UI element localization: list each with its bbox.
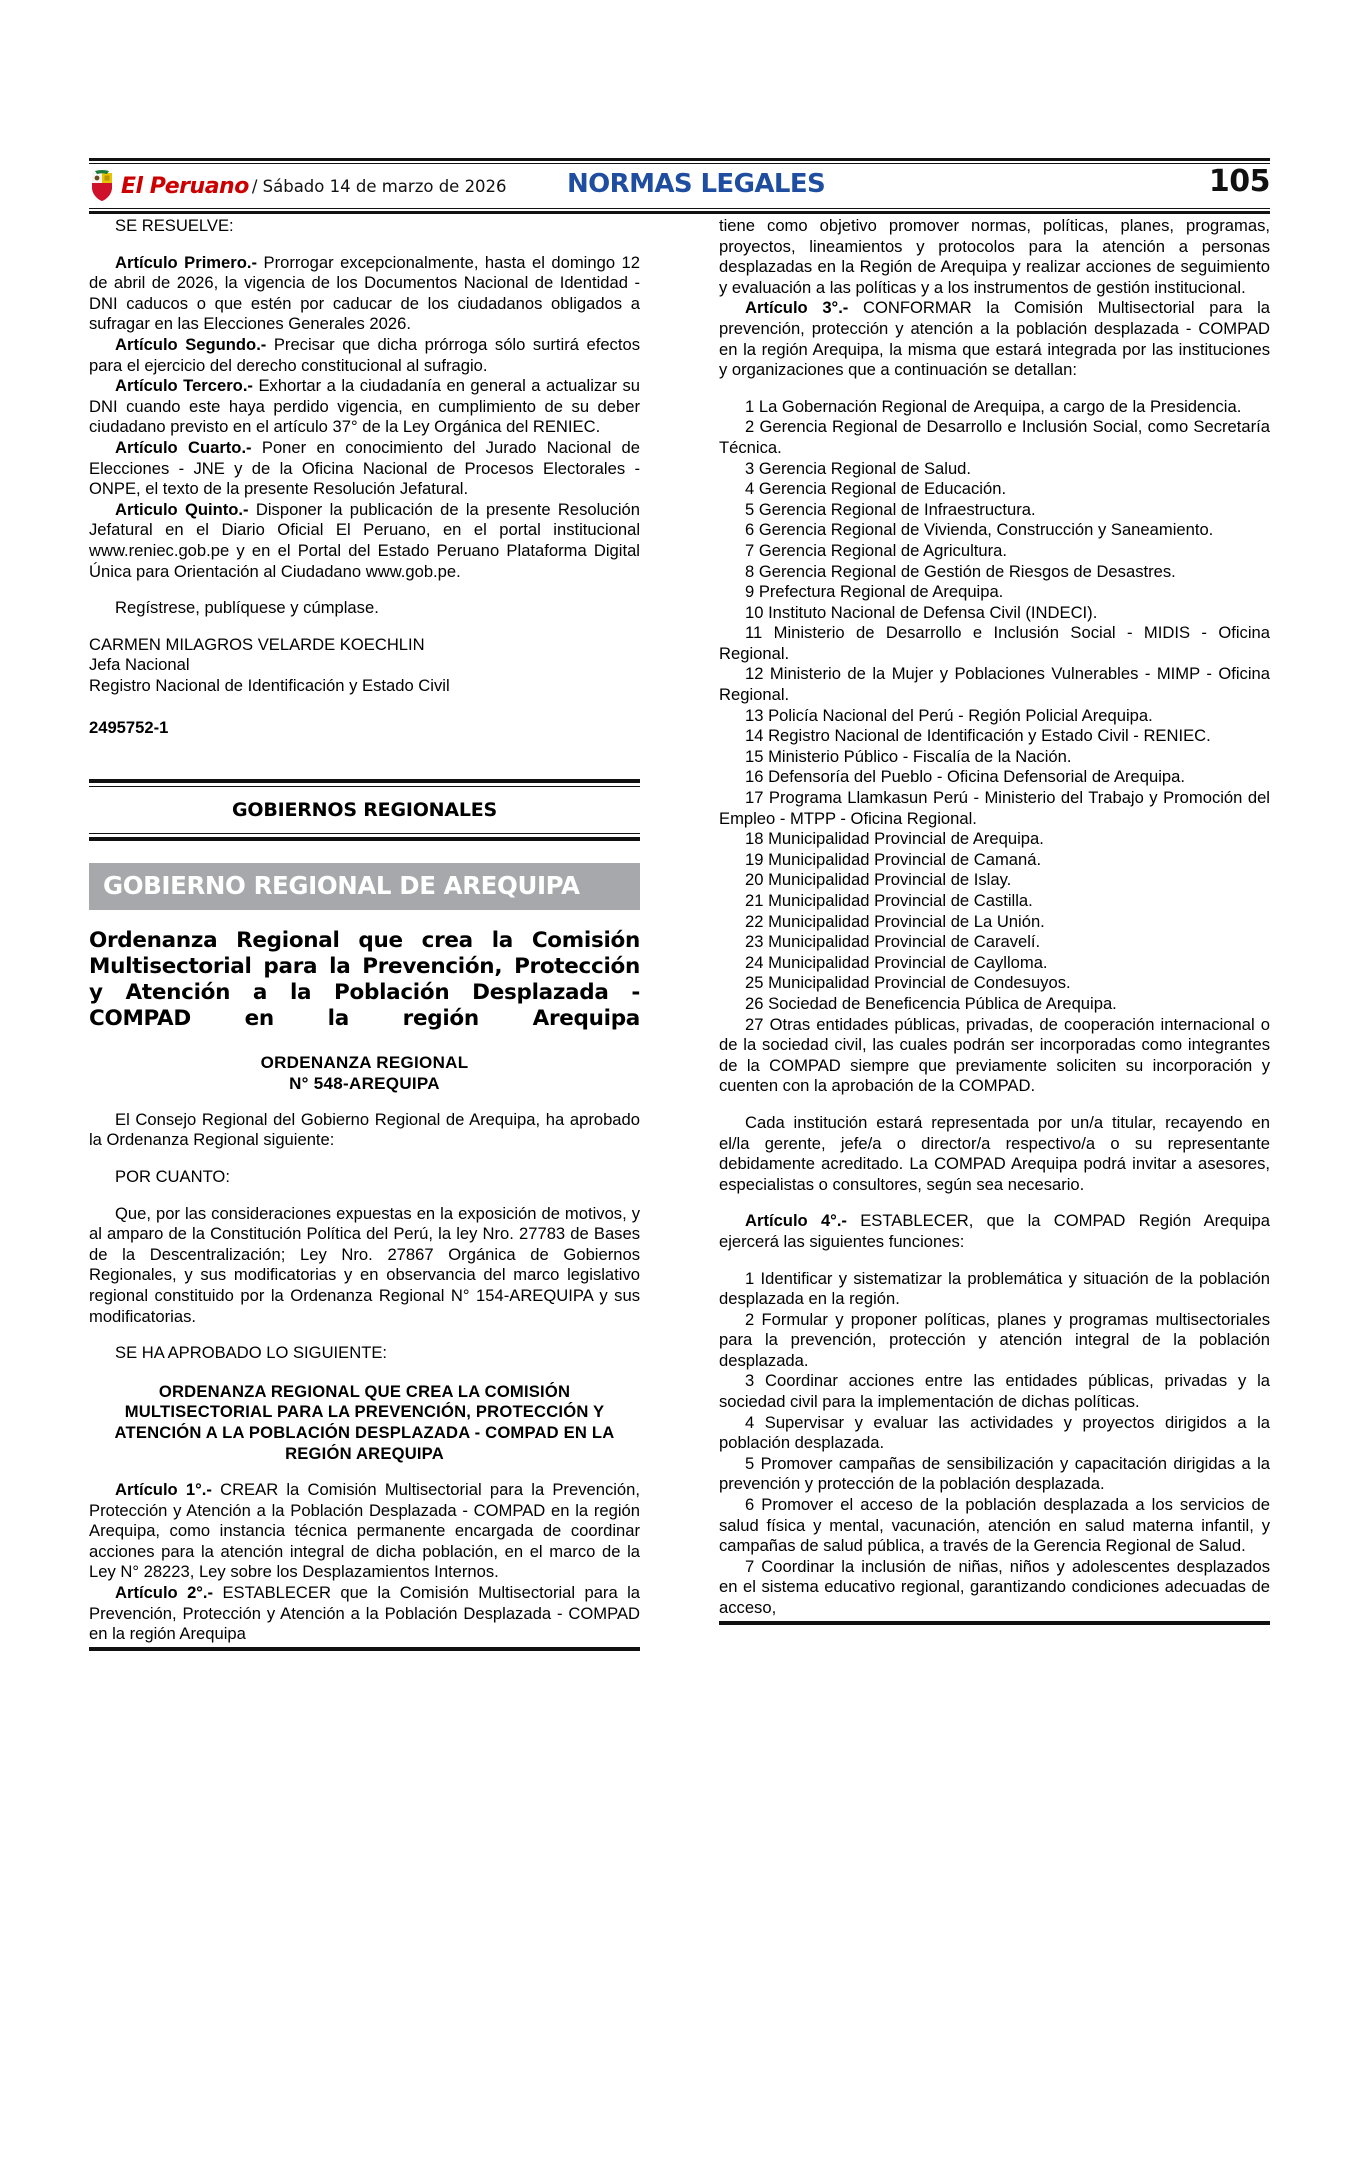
list-item: 1 La Gobernación Regional de Arequipa, a cargo de la Presidencia. (745, 396, 1242, 416)
articulo-2-continuation: tiene como objetivo promover normas, políticas, planes, programas, proyectos, lineamientos y protocolos para la atención a personas desplazadas en la Región de Arequipa y realizar acciones de seguimiento y evaluación a las políticas y a los instrumentos de gestión institucional. (719, 216, 1270, 297)
articulo-3-text: CONFORMAR la Comisión Multisectorial para la prevención, protección y atención a la población desplazada - COMPAD en la región Arequipa, la misma que estará integrada por las instituciones y organizaciones que a continuación se detallan: (719, 298, 1270, 380)
articulo-primero-label: Artículo Primero.- (115, 252, 258, 272)
list-item: 7 Coordinar la inclusión de niñas, niños y adolescentes desplazados en el sistema educativo regional, garantizando condiciones adecuadas de acceso, (719, 1556, 1270, 1617)
articulo-tercero-text: Exhortar a la ciudadanía en general a actualizar su DNI cuando este haya perdido vigencia, en cumplimiento de su deber ciudadano previsto en el artículo 37° de la Ley Orgánica del RENIEC. (89, 376, 641, 437)
list-item: 13 Policía Nacional del Perú - Región Policial Arequipa. (745, 705, 1153, 725)
list-item: 7 Gerencia Regional de Agricultura. (745, 540, 1007, 560)
member-institutions-list (719, 397, 1270, 1097)
list-item: 23 Municipalidad Provincial de Caravelí. (745, 932, 1041, 952)
gobiernos-regionales-section (89, 779, 640, 841)
signer-name: CARMEN MILAGROS VELARDE KOECHLIN (89, 634, 425, 654)
list-item: 5 Gerencia Regional de Infraestructura. (745, 499, 1036, 519)
list-item: 10 Instituto Nacional de Defensa Civil (INDECI). (745, 602, 1098, 622)
articulo-4-paragraph (719, 1211, 1270, 1252)
list-item: 19 Municipalidad Provincial de Camaná. (745, 849, 1042, 869)
articulo-quinto-label: Articulo Quinto.- (115, 499, 249, 519)
list-item: 21 Municipalidad Provincial de Castilla. (745, 891, 1033, 910)
list-item: 24 Municipalidad Provincial de Caylloma. (745, 952, 1048, 972)
list-item: 3 Gerencia Regional de Salud. (745, 458, 972, 478)
ordinance-number: N° 548-AREQUIPA (289, 1073, 440, 1093)
ordinance-body-heading: ORDENANZA REGIONAL QUE CREA LA COMISIÓN MULTISECTORIAL PARA LA PREVENCIÓN, PROTECCIÓN Y ATENCIÓN A LA POBLACIÓN DESPLAZADA - COMPAD EN LA REGIÓN AREQUIPA (114, 1381, 615, 1463)
list-item: 4 Gerencia Regional de Educación. (745, 479, 1007, 499)
masthead (89, 158, 1270, 214)
list-item: 3 Coordinar acciones entre las entidades públicas, privadas y la sociedad civil para la implementación de dichas políticas. (719, 1371, 1270, 1412)
section-rule-bottom (89, 833, 640, 841)
list-item: 16 Defensoría del Pueblo - Oficina Defensorial de Arequipa. (745, 767, 1186, 787)
articulo-2-paragraph (89, 1583, 640, 1645)
list-item: 5 Promover campañas de sensibilización y capacitación dirigidas a la prevención y protección de la población desplazada. (719, 1453, 1270, 1494)
section-heading: GOBIERNOS REGIONALES (231, 799, 498, 822)
signer-title: Jefa Nacional (89, 655, 190, 675)
articulo-1-paragraph (89, 1480, 640, 1583)
articulo-4-text: ESTABLECER, que la COMPAD Región Arequipa ejercerá las siguientes funciones: (719, 1211, 1270, 1251)
ordinance-kind (89, 1052, 640, 1094)
masthead-row (89, 164, 1270, 208)
articulo-2-label: Artículo 2°.- (115, 1583, 214, 1603)
issue-date: / Sábado 14 de marzo de 2026 (251, 176, 507, 196)
list-item: 18 Municipalidad Provincial de Arequipa. (745, 829, 1044, 849)
brand-name: El Peruano (121, 173, 249, 199)
list-item: 4 Supervisar y evaluar las actividades y proyectos dirigidos a la población desplazada. (719, 1412, 1270, 1453)
list-item: 6 Promover el acceso de la población desplazada a los servicios de salud física y mental, vacunación, atención en salud materna infantil, y campañas de salud pública, a través de la Gerencia Regional de Salud. (719, 1495, 1270, 1556)
list-item: 27 Otras entidades públicas, privadas, de cooperación internacional o de la sociedad civil, las cuales podrán ser incorporadas como integrantes de la COMPAD siempre que previamente soliciten su incorporación y cuenten con la aprobación de la COMPAD. (719, 1014, 1270, 1096)
list-item: 17 Programa Llamkasun Perú - Ministerio del Trabajo y Promoción del Empleo - MTPP - Oficina Regional. (719, 788, 1270, 828)
se-resuelve-heading: SE RESUELVE: (115, 216, 234, 235)
articulo-tercero-label: Artículo Tercero.- (115, 376, 253, 396)
se-ha-aprobado-heading: SE HA APROBADO LO SIGUIENTE: (115, 1343, 388, 1363)
articulo-cuarto-paragraph (89, 438, 640, 500)
list-item: 22 Municipalidad Provincial de La Unión. (745, 911, 1045, 931)
masthead-rule-bottom (89, 208, 1270, 214)
articulo-primero-text: Prorrogar excepcionalmente, hasta el domingo 12 de abril de 2026, la vigencia de los Documentos Nacional de Identidad - DNI caducos o que estén por caducar de los ciudadanos obligados a sufragar en las Elecciones Generales 2026. (89, 252, 640, 334)
list-item: 26 Sociedad de Beneficencia Pública de Arequipa. (745, 993, 1117, 1013)
left-column (89, 216, 640, 1645)
articulo-1-text: CREAR la Comisión Multisectorial para la Prevención, Protección y Atención a la Población Desplazada - COMPAD en la región Arequipa, como instancia técnica permanente encargada de coordinar acciones para la atención integral de dicha población, en el marco de la Ley N° 28223, Ley sobre los Desplazamientos Internos. (89, 1480, 640, 1582)
ordinance-title: Ordenanza Regional que crea la Comisión Multisectorial para la Prevención, Protección y Atención a la Población Desplazada - COMPAD en la región Arequipa (89, 927, 640, 1031)
signer-organization: Registro Nacional de Identificación y Estado Civil (89, 675, 450, 695)
ordinance-kind-line1: ORDENANZA REGIONAL (260, 1052, 469, 1072)
articulo-quinto-paragraph (89, 500, 640, 582)
list-item: 1 Identificar y sistematizar la problemática y situación de la población desplazada en la región. (719, 1268, 1270, 1309)
list-item: 15 Ministerio Público - Fiscalía de la Nación. (745, 746, 1072, 766)
por-cuanto-heading: POR CUANTO: (115, 1166, 230, 1186)
considerando-paragraph: Que, por las consideraciones expuestas en la exposición de motivos, y al amparo de la Constitución Política del Perú, la ley Nro. 27783 de Bases de la Descentralización; Ley Nro. 27867 Orgánica de Gobiernos Regionales, y sus modificatorias y en observancia del marco legislativo regional constituido por la Ordenanza Regional N° 154-AREQUIPA y sus modificatorias. (89, 1203, 640, 1326)
articulo-segundo-label: Artículo Segundo.- (115, 334, 267, 354)
articulo-1-label: Artículo 1°.- (115, 1480, 212, 1500)
section-rule-top (89, 779, 640, 787)
list-item: 2 Formular y proponer políticas, planes y programas multisectoriales para la prevención, protección y atención integral de la población desplazada. (719, 1309, 1270, 1370)
list-item: 6 Gerencia Regional de Vivienda, Construcción y Saneamiento. (745, 520, 1214, 540)
articulo-segundo-paragraph (89, 335, 640, 376)
registrese-line: Regístrese, publíquese y cúmplase. (115, 598, 379, 618)
representation-paragraph: Cada institución estará representada por un/a titular, recayendo en el/la gerente, jefe/a o director/a respectivo/a o su representante debidamente acreditado. La COMPAD Arequipa podrá invitar a asesores, especialistas o consultores, según sea necesario. (719, 1112, 1270, 1194)
articulo-3-paragraph (719, 298, 1270, 380)
articulo-2-text: ESTABLECER que la Comisión Multisectorial para la Prevención, Protección y Atención a la Población Desplazada - COMPAD en la región Arequipa (89, 1583, 640, 1644)
articulo-quinto-text: Disponer la publicación de la presente Resolución Jefatural en el Diario Oficial El Peruano, en el portal institucional www.reniec.gob.pe y en el Portal del Estado Peruano Plataforma Digital Única para Orientación al Ciudadano www.gob.pe. (89, 499, 640, 581)
articulo-cuarto-label: Artículo Cuarto.- (115, 437, 252, 457)
list-item: 14 Registro Nacional de Identificación y Estado Civil - RENIEC. (745, 726, 1211, 746)
articulo-tercero-paragraph (89, 376, 640, 438)
articulo-3-label: Artículo 3°.- (745, 298, 849, 318)
list-item: 11 Ministerio de Desarrollo e Inclusión Social - MIDIS - Oficina Regional. (719, 623, 1270, 663)
list-item: 2 Gerencia Regional de Desarrollo e Inclusión Social, como Secretaría Técnica. (719, 417, 1270, 457)
list-item: 20 Municipalidad Provincial de Islay. (745, 870, 1012, 890)
functions-list (719, 1269, 1270, 1619)
section-title: NORMAS LEGALES (567, 169, 826, 199)
articulo-4-label: Artículo 4°.- (745, 1211, 847, 1231)
articulo-segundo-text: Precisar que dicha prórroga sólo surtirá efectos para el ejercicio del derecho constitucional al sufragio. (89, 334, 640, 375)
right-column (719, 216, 1270, 1619)
list-item: 8 Gerencia Regional de Gestión de Riesgos de Desastres. (745, 561, 1176, 581)
articulo-primero-paragraph (89, 253, 640, 335)
list-item: 25 Municipalidad Provincial de Condesuyos. (745, 973, 1071, 993)
list-item: 9 Prefectura Regional de Arequipa. (745, 582, 1004, 602)
government-banner: GOBIERNO REGIONAL DE AREQUIPA (89, 863, 640, 910)
two-column-body (89, 216, 1270, 2146)
page-number: 105 (1208, 164, 1270, 199)
consejo-regional-paragraph: El Consejo Regional del Gobierno Regional de Arequipa, ha aprobado la Ordenanza Regional siguiente: (89, 1109, 640, 1150)
list-item: 12 Ministerio de la Mujer y Poblaciones Vulnerables - MIMP - Oficina Regional. (719, 664, 1270, 705)
document-code: 2495752-1 (89, 718, 169, 738)
articulo-cuarto-text: Poner en conocimiento del Jurado Nacional de Elecciones - JNE y de la Oficina Nacional de Procesos Electorales - ONPE, el texto de la presente Resolución Jefatural. (89, 437, 641, 499)
peru-coat-of-arms-icon (89, 170, 115, 204)
